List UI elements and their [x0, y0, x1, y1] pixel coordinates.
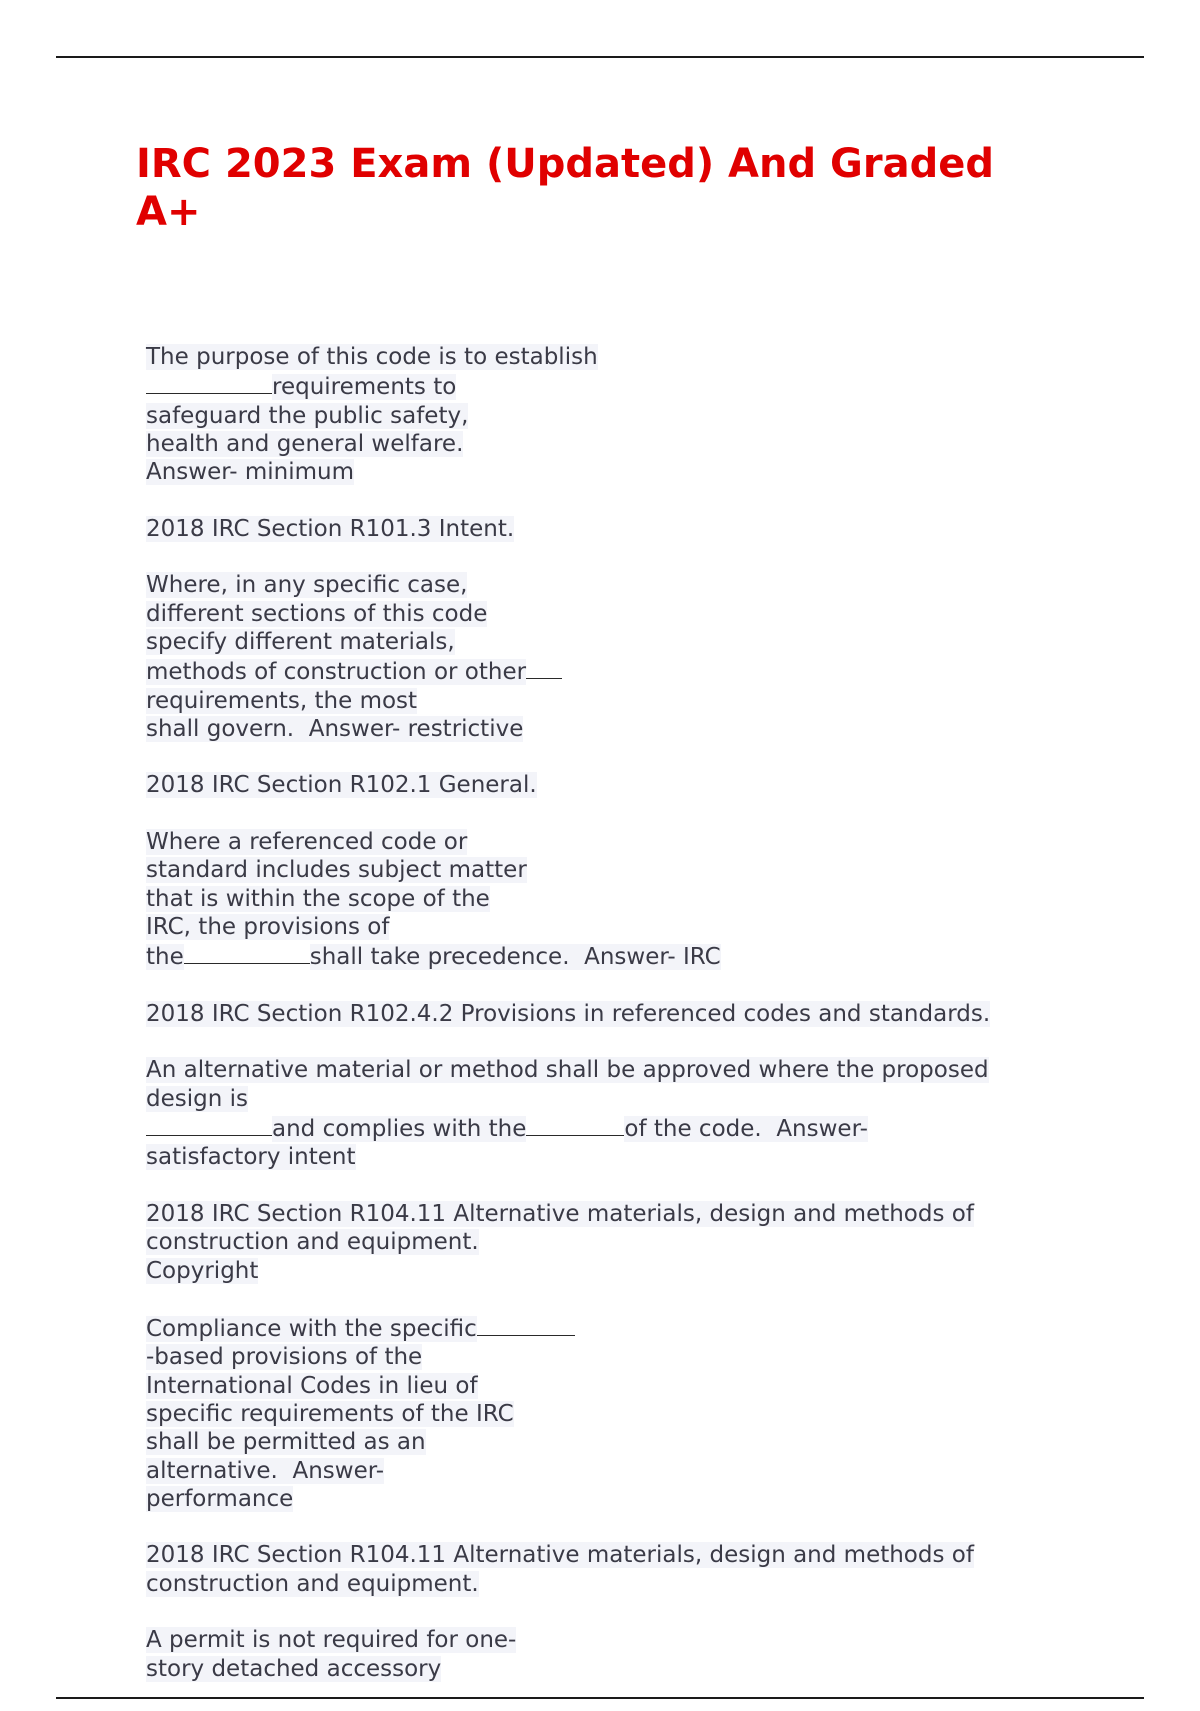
question-5-line-4: specific requirements of the IRC [146, 1400, 514, 1427]
question-6-line-1: A permit is not required for one- [146, 1627, 517, 1654]
question-2-line-3: specify different materials, [146, 628, 455, 655]
copyright-text: Copyright [146, 1257, 259, 1284]
reference-2 [146, 771, 1046, 799]
question-5-line-3: International Codes in lieu of [146, 1372, 478, 1399]
question-3-line-3: that is within the scope of the [146, 885, 490, 912]
reference-3-text: 2018 IRC Section R102.4.2 Provisions in referenced codes and standards. [146, 1000, 991, 1027]
answer-1: Answer- minimum [146, 459, 354, 486]
reference-1-text: 2018 IRC Section R101.3 Intent. [146, 515, 515, 542]
reference-4 [146, 1200, 1046, 1285]
question-4 [146, 1056, 1046, 1171]
question-2-line-4: methods of construction or other [146, 659, 527, 686]
reference-5-line-2: construction and equipment. [146, 1570, 479, 1597]
reference-3 [146, 1000, 1046, 1028]
fill-in-blank [477, 1313, 575, 1336]
document-body [146, 343, 1046, 1711]
question-1-line-4: health and general welfare. [146, 430, 464, 457]
question-2-line-2: different sections of this code [146, 600, 488, 627]
answer-3: shall take precedence. Answer- IRC [309, 944, 721, 971]
fill-in-blank [526, 656, 562, 679]
reference-5 [146, 1541, 1046, 1598]
question-5-line-2: -based provisions of the [146, 1344, 423, 1371]
question-1-line-3: safeguard the public safety, [146, 402, 469, 429]
footer-rule [56, 1697, 1144, 1699]
question-1 [146, 343, 1046, 486]
fill-in-blank [146, 1113, 272, 1136]
question-4-line-3-end: of the code. Answer- [624, 1116, 868, 1143]
header-rule [56, 56, 1144, 58]
question-6-line-2: story detached accessory [146, 1655, 442, 1682]
reference-1 [146, 515, 1046, 543]
question-2-line-5: requirements, the most [146, 687, 418, 714]
question-4-line-2: design is [146, 1085, 248, 1112]
question-5-line-1: Compliance with the specific [146, 1316, 477, 1343]
question-6 [146, 1626, 1046, 1683]
question-2 [146, 571, 1046, 743]
answer-5: performance [146, 1485, 294, 1512]
question-4-line-1: An alternative material or method shall be approved where the proposed [146, 1057, 989, 1084]
question-5 [146, 1313, 1046, 1513]
question-3-line-1: Where a referenced code or [146, 829, 468, 856]
answer-4: satisfactory intent [146, 1144, 356, 1171]
question-2-line-1: Where, in any specific case, [146, 572, 468, 599]
question-1-line-2: requirements to [272, 374, 457, 401]
question-1-line-1: The purpose of this code is to establish [146, 344, 598, 370]
reference-4-line-1: 2018 IRC Section R104.11 Alternative materials, design and methods of [146, 1200, 974, 1227]
question-3 [146, 828, 1046, 971]
fill-in-blank [184, 941, 310, 964]
question-3-line-2: standard includes subject matter [146, 857, 527, 884]
document-title: IRC 2023 Exam (Updated) And Graded A+ [136, 141, 994, 235]
fill-in-blank [146, 371, 272, 394]
question-3-line-4: IRC, the provisions of [146, 913, 390, 940]
fill-in-blank [526, 1113, 624, 1136]
answer-2: shall govern. Answer- restrictive [146, 715, 524, 742]
question-5-line-5: shall be permitted as an [146, 1429, 426, 1456]
reference-5-line-1: 2018 IRC Section R104.11 Alternative materials, design and methods of [146, 1542, 974, 1569]
reference-4-line-2: construction and equipment. [146, 1229, 479, 1256]
question-5-line-6: alternative. Answer- [146, 1457, 385, 1484]
question-4-line-3-middle: and complies with the [272, 1116, 527, 1143]
reference-2-text: 2018 IRC Section R102.1 General. [146, 772, 537, 799]
question-3-line-5-start: the [146, 944, 184, 971]
